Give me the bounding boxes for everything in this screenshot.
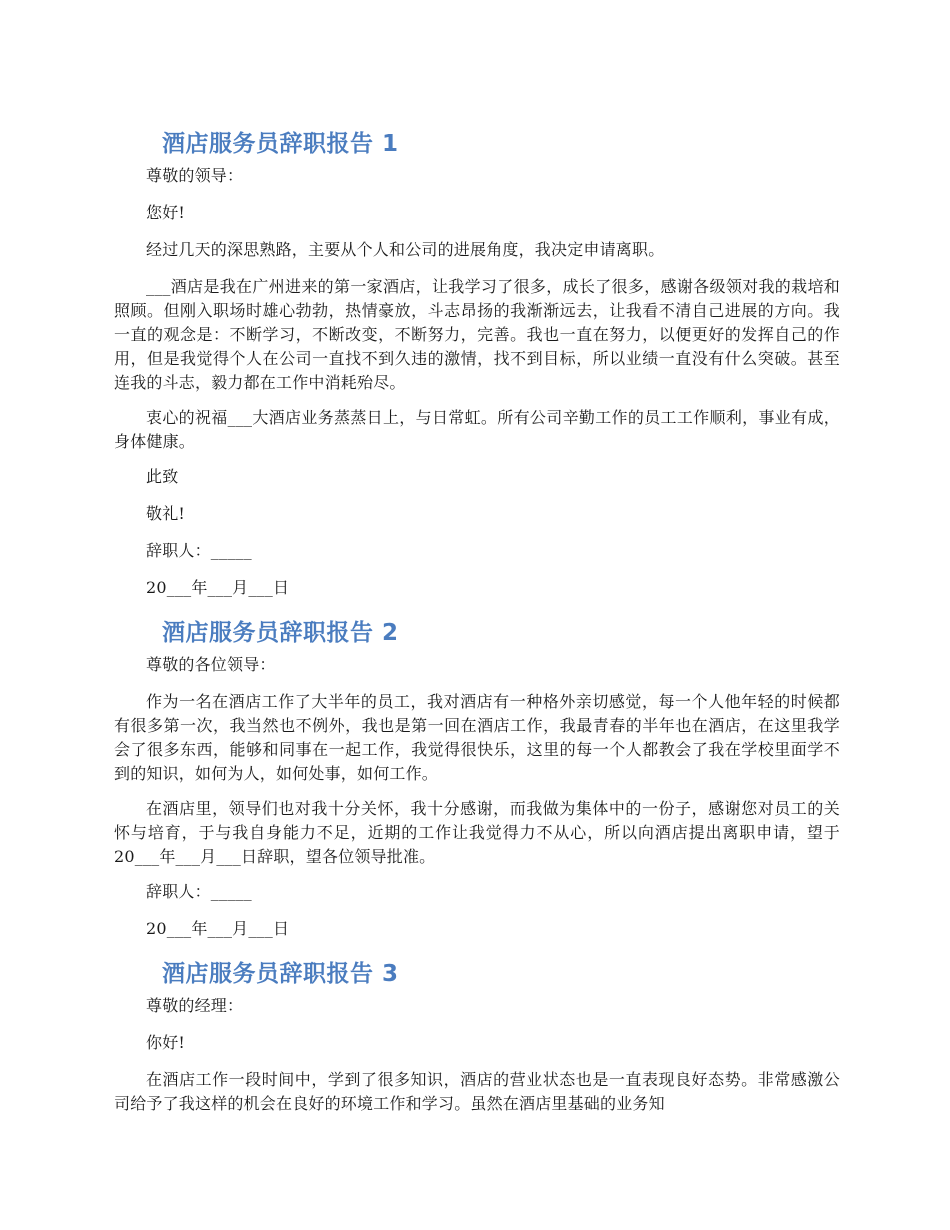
report-section-3 xyxy=(114,954,840,1116)
signature-line: 辞职人：_____ xyxy=(146,541,252,560)
date-line: 20___年___月___日 xyxy=(146,919,290,938)
report-section-2 xyxy=(114,613,840,941)
closing: 此致 xyxy=(146,467,179,486)
report-section-1 xyxy=(114,124,840,600)
signature-line: 辞职人：_____ xyxy=(146,882,252,901)
greeting: 您好! xyxy=(146,203,186,222)
body-paragraph: 衷心的祝福___大酒店业务蒸蒸日上，与日常虹。所有公司辛勤工作的员工工作顺利，事业有成，身体健康。 xyxy=(114,408,840,451)
section-title: 酒店服务员辞职报告 2 xyxy=(162,620,399,646)
date-line: 20___年___月___日 xyxy=(146,578,290,597)
body-paragraph: 作为一名在酒店工作了大半年的员工，我对酒店有一种格外亲切感觉，每一个人他年轻的时候都有很多第一次，我当然也不例外，我也是第一回在酒店工作，我最青春的半年也在酒店，在这里我学会了很多东西，能够和同事在一起工作，我觉得很快乐，这里的每一个人都教会了我在学校里面学不到的知识，如何为人，如何处事，如何工作。 xyxy=(114,692,840,783)
body-paragraph: 经过几天的深思熟路，主要从个人和公司的进展角度，我决定申请离职。 xyxy=(146,240,665,259)
greeting: 你好! xyxy=(146,1033,186,1052)
body-paragraph: 在酒店工作一段时间中，学到了很多知识，酒店的营业状态也是一直表现良好态势。非常感激公司给予了我这样的机会在良好的环境工作和学习。虽然在酒店里基础的业务知 xyxy=(114,1070,840,1113)
section-title: 酒店服务员辞职报告 3 xyxy=(162,961,399,987)
salutation: 尊敬的各位领导： xyxy=(146,655,276,674)
section-title: 酒店服务员辞职报告 1 xyxy=(162,131,399,157)
salutation: 尊敬的领导： xyxy=(146,166,244,185)
body-paragraph: ___酒店是我在广州进来的第一家酒店，让我学习了很多，成长了很多，感谢各级领对我的栽培和照顾。但刚入职场时雄心勃勃，热情豪放，斗志昂扬的我渐渐远去，让我看不清自己进展的方向。我一直的观念是：不断学习，不断改变，不断努力，完善。我也一直在努力，以便更好的发挥自己的作用，但是我觉得个人在公司一直找不到久违的激情，找不到目标，所以业绩一直没有什么突破。甚至连我的斗志，毅力都在工作中消耗殆尽。 xyxy=(114,277,840,392)
body-paragraph: 在酒店里，领导们也对我十分关怀，我十分感谢，而我做为集体中的一份子，感谢您对员工的关怀与培育，于与我自身能力不足，近期的工作让我觉得力不从心，所以向酒店提出离职申请，望于 20___年___月___日辞职，望各位领导批准。 xyxy=(114,799,840,866)
salutation: 尊敬的经理： xyxy=(146,996,244,1015)
closing-regards: 敬礼! xyxy=(146,504,186,523)
